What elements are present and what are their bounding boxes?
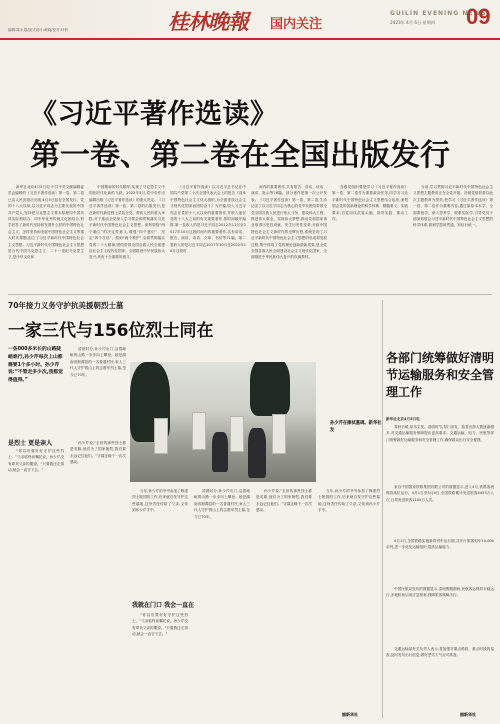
second-column-4: “你以后要好好守护这些烈士。”父亲临终前嘱托说。孙少芹没有辜负父亲的期望。“只要我还走得动,就会一直守下去。” [132,613,188,637]
right-paragraph-1: 春回日暖,草木生发。清明时节,祭扫亲友、踏青出游人数逐渐增多,对交通运输服务保障提出更高要求。交通运输、电力、民航等部门统筹做好运输服务和安全管理工作,确保群众出行安全便捷。 [386,425,494,442]
lead-column-2: 中国精神的时代精华,实现了马克思主义中国化时代化新的飞跃。2022年5月,党中央作出编辑出版《习近平著作选读》的重大决定。《习近平著作选读》第一卷、第二卷的出版发行,是在新时代新征程上武装全党、教育人民的重大举措,对于推动全党深入学习领会和贯彻落实习近平新时代中国特色社会主义思想、深刻领悟“两个确立”的决定性意义,增强“四个意识”、坚定“四个自信”、做到“两个维护”,全面贯彻落实党的二十大精神,团结带领全国各族人民全面建设社会主义现代化国家、全面推进中华民族伟大复兴,具有十分重要的意义。 [89,185,165,260]
lead-column-1: 新华社北京4月5日电 中共中央文献编辑委员会编辑的《习近平著作选读》第一卷、第二卷已由人民出版社出版,4月5日起在全国发行。党的十八大以来,以习近平同志为主要代表的中国共产党人,坚持把马克思主义基本原理同中国具体实际相结合、同中华优秀传统文化相结合,科学回答了新时代坚持和发展什么样的中国特色社会主义、怎样坚持和发展中国特色社会主义等重大时代课题,创立了习近平新时代中国特色社会主义思想。习近平新时代中国特色社会主义思想是当代中国马克思主义、二十一世纪马克思主义,是中华文化和 [8,185,84,260]
second-column-1b: “你以后要好好守护这些烈士。”父亲临终前嘱托说。孙少芹没有辜负父亲的期望。“只要我还走得动,就会一直守下去。” [8,449,64,473]
photo-tombstone [192,412,206,450]
newspaper-logo: 桂林晚報 [168,9,248,34]
lead-column-3: 《习近平著作选读》以习近平总书记在中国共产党第二十次全国代表大会上的报告《高举中国特色社会主义伟大旗帜,为全面建设社会主义现代化国家而团结奋斗》为开篇,收入习近平同志在党的十八大以来的重要著作,并收入他在党的十八大之前的有关重要著作,按时间顺序编排,第一卷收入的是习近平同志2012年11月至2017年10月这段时间内的重要著作,共有讲话、报告、演讲、谈话、文章、书信等71篇。第二卷收入的是习近平同志2017年10月至2022年10月这段时 [170,185,246,254]
photo-caption: 孙少芹在擦拭墓碑。新华社发 [330,421,382,434]
photo-tree-right [250,362,290,416]
photo-tombstone [154,418,168,454]
second-subhead-2: 我就在门口 我会一直在 [132,602,195,609]
header-rule [0,38,500,40]
photo-person [212,432,228,472]
right-paragraph-3: 4月1日,全国铁路实施新的列车运行图,共开行旅客列车10,000余列,进一步优化运输组织,提高运输能力。 [386,539,494,550]
right-paragraph-5: 交通运输部有关负责人表示,将加强对重点路段、重点时段的巡查,及时发布出行信息,做好恶劣天气应对准备。 [386,647,494,658]
newspaper-english-name: GUILIN EVENING NEWS [390,10,487,17]
second-column-3: 当年,孙少芹的爷爷参加了修建烈士陵园的工作,后来就自发守护这些墓地,这份责任传给了父亲,又传到孙少芹手中。 [132,489,188,513]
pull-quote: 一条000多米长的山路陡峭难行,孙少芹每次上山都需要1个多小时。孙少芹说:“不管走多少次,我都觉得值得。” [8,347,63,384]
second-column-1: 清晨时分,孙少芹出门,沿着崎岖的山路一步步向上攀登。她是湖南省湘潭县的一名普通村民,家人三代人守护着山上的志愿军烈士墓,至今已70年。 [70,347,126,377]
photo-tombstone [272,414,286,454]
lead-column-6: 当前,学习贯彻习近平新时代中国特色社会主义思想主题教育正在全党开展。各级党组织要以此次主题教育为契机,把学习《习近平著作选读》第一卷、第二卷作为重要内容,通过原原本本学、全面系统学、深入思考学、联系实际学,引导党员干部深刻领会习近平新时代中国特色社会主义思想的科学体系,做到学思用贯通、知信行统一。 [413,185,493,228]
right-author: 据新华社 [460,712,476,717]
second-column-5: 清晨时分,孙少芹出门,沿着崎岖的山路一步步向上攀登。她是湖南省湘潭县的一名普通村民,家人三代人守护着山上的志愿军烈士墓,至今已70年。 [194,489,250,519]
second-subhead-1: 是烈士 更是亲人 [8,440,53,447]
right-dateline: 新华社北京4月5日电 [386,417,420,421]
column-divider [382,300,383,718]
lead-headline-line2: 第一卷、第二卷在全国出版发行 [30,138,450,173]
second-column-7: 当年,孙少芹的爷爷参加了修建烈士陵园的工作,后来就自发守护这些墓地,这份责任传给了父亲,又传到孙少芹手中。 [318,489,380,513]
right-article-headline: 各部门统筹做好清明节运输服务和安全管理工作 [386,351,495,399]
second-article-kicker: 70年接力义务守护抗美援朝烈士墓 [8,301,124,310]
lead-headline-line1: 《习近平著作选读》 [30,99,278,130]
photo-tombstone [230,416,244,452]
news-photo-cemetery [130,362,316,482]
section-divider [8,294,492,295]
second-column-2: 孙少芹说,“去世的那些烈士都是英雄,他们为了国家牺牲,我们要永远记住他们。”守墓还缘于一次次感动。 [70,441,126,465]
second-author: 据新华社 [342,712,358,717]
issue-date: 2023年 4月 6日 星期四 [390,20,436,25]
editor-credits: 编辑:陈永超/版式设计:黄晓/校对:叶松 [8,28,68,32]
second-article-headline: 一家三代与156位烈士同在 [8,321,214,341]
right-paragraph-2: 来自中国国家铁路集团有限公司的数据显示,进入4月,铁路客流保持高位运行。4月1日至4月4日,全国铁路累计发送旅客4423万人次,日均发送旅客1105万人次。 [386,485,494,502]
right-paragraph-4: 中国民航局发布的数据显示,清明假期期间,民航客运保持平稳运行,多地机场启用应急预案,保障旅客顺畅出行。 [386,587,494,598]
lead-column-4: 间内的重要著作,共有报告、讲话、谈话、演讲、批示等76篇。部分著作是第一次公开发表。《习近平著作选读》第一卷、第二卷,生动记录了以习近平同志为核心的党中央团结带领全党全国各族人民进行伟大斗争、建设伟大工程、推进伟大事业、实现伟大梦想,推动党和国家事业取得历史性成就、发生历史性变革,开辟中国特色社会主义新时代的光辉历程,系统呈现了习近平新时代中国特色社会主义思想的形成和发展过程,集中体现了党的理论创新最新成果,是全党全国各族人民全面建设社会主义现代化国家、全面推进中华民族伟大复兴的权威教材。 [251,185,327,260]
second-column-6: 孙少芹说,“去世的那些烈士都是英雄,他们为了国家牺牲,我们要永远记住他们。”守墓还缘于一次次感动。 [256,489,312,513]
photo-person [248,428,266,478]
page-number: 09 [466,4,491,29]
section-title: 国内关注 [270,17,323,32]
lead-column-5: 各级党组织要把学习《习近平著作选读》第一卷、第二卷作为重要政治任务,同学习习近平新时代中国特色社会主义思想结合起来,深刻领会党的创新理论的科学体系、精髓要义、实践要求,自觉用以武装头脑、指导实践、推动工作。 [332,185,408,222]
